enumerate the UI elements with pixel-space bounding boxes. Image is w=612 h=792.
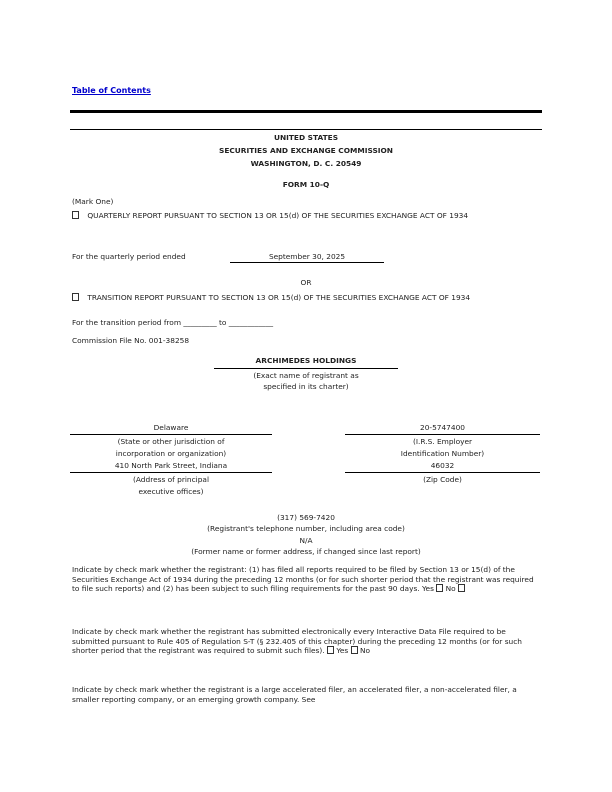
interactive-data-text: Indicate by check mark whether the registrant has submitted electronically every Interactive Data File required to be submitted pursuant to Rule 405 of Regulation S-T (§ 232.405 of this chapter) during the preceding 12 months (or for such shorter period that the registrant was required to submit such files). [72,627,522,656]
interactive-data-paragraph [72,627,540,656]
phone-value: (317) 569-7420 [277,513,335,522]
no-label: No [360,646,371,656]
period-value: September 30, 2025 [230,252,384,263]
former-name-value: N/A [299,536,313,545]
ein-rule [345,434,540,435]
ein-caption-2: Identification Number) [400,449,485,458]
checkbox-icon [72,293,79,301]
no-checkbox[interactable] [458,584,465,592]
table-of-contents-link[interactable]: Table of Contents [72,86,151,95]
former-name-caption: (Former name or former address, if changed since last report) [191,547,421,556]
zip-value: 46032 [430,461,455,470]
registrant-name-rule [214,368,398,369]
commission-title: SECURITIES AND EXCHANGE COMMISSION [219,146,393,155]
no-label: No [445,584,456,594]
address-caption-1: (Address of principal [133,475,209,484]
period-label: For the quarterly period ended [72,252,186,261]
commission-file-number: Commission File No. 001-38258 [72,336,190,345]
address-rule [70,472,272,473]
filing-requirements-text: Indicate by check mark whether the registrant: (1) has filed all reports required to be filed by Section 13 or 15(d) of the Securities Exchange Act of 1934 during the preceding 12 months (or for such shorter period that the registrant was required to file such reports) and (2) has been subject to such filing requirements for the past 90 days. Yes [72,565,534,594]
filer-status-paragraph: Indicate by check mark whether the registrant is a large accelerated filer, an accelerated filer, a non-accelerated filer, a smaller reporting company, or an emerging growth company. See [72,685,517,704]
state-rule [70,434,272,435]
ein-value: 20-5747400 [420,423,465,432]
transition-period: For the transition period from _________ to ____________ [72,318,274,327]
transition-report-row [72,293,470,303]
yes-label: Yes [336,646,349,656]
header-rule-thin [70,129,542,130]
yes-checkbox[interactable] [327,646,334,654]
quarterly-report-label: QUARTERLY REPORT PURSUANT TO SECTION 13 OR 15(d) OF THE SECURITIES EXCHANGE ACT OF 1934 [87,211,469,220]
state-caption-1: (State or other jurisdiction of [117,437,225,446]
address-value: 410 North Park Street, Indiana [114,461,228,470]
yes-checkbox[interactable] [436,584,443,592]
quarterly-report-row [72,211,468,221]
mark-one: (Mark One) [72,197,114,206]
phone-caption: (Registrant's telephone number, including area code) [207,524,405,533]
transition-report-label: TRANSITION REPORT PURSUANT TO SECTION 13 OR 15(d) OF THE SECURITIES EXCHANGE ACT OF 1934 [87,293,471,302]
commission-address: WASHINGTON, D. C. 20549 [250,159,362,168]
registrant-caption-1: (Exact name of registrant as [253,371,359,380]
agency-title: UNITED STATES [273,133,339,142]
registrant-name: ARCHIMEDES HOLDINGS [255,356,357,365]
zip-rule [345,472,540,473]
ein-caption-1: (I.R.S. Employer [412,437,473,446]
form-title: FORM 10-Q [282,180,330,189]
zip-caption: (Zip Code) [423,475,462,484]
address-caption-2: executive offices) [138,487,204,496]
filing-requirements-paragraph [72,565,540,594]
header-rule-thick [70,110,542,113]
no-checkbox[interactable] [351,646,358,654]
checkbox-icon [72,211,79,219]
or-separator: OR [300,278,312,287]
state-caption-2: incorporation or organization) [115,449,227,458]
registrant-caption-2: specified in its charter) [263,382,349,391]
state-value: Delaware [153,423,189,432]
